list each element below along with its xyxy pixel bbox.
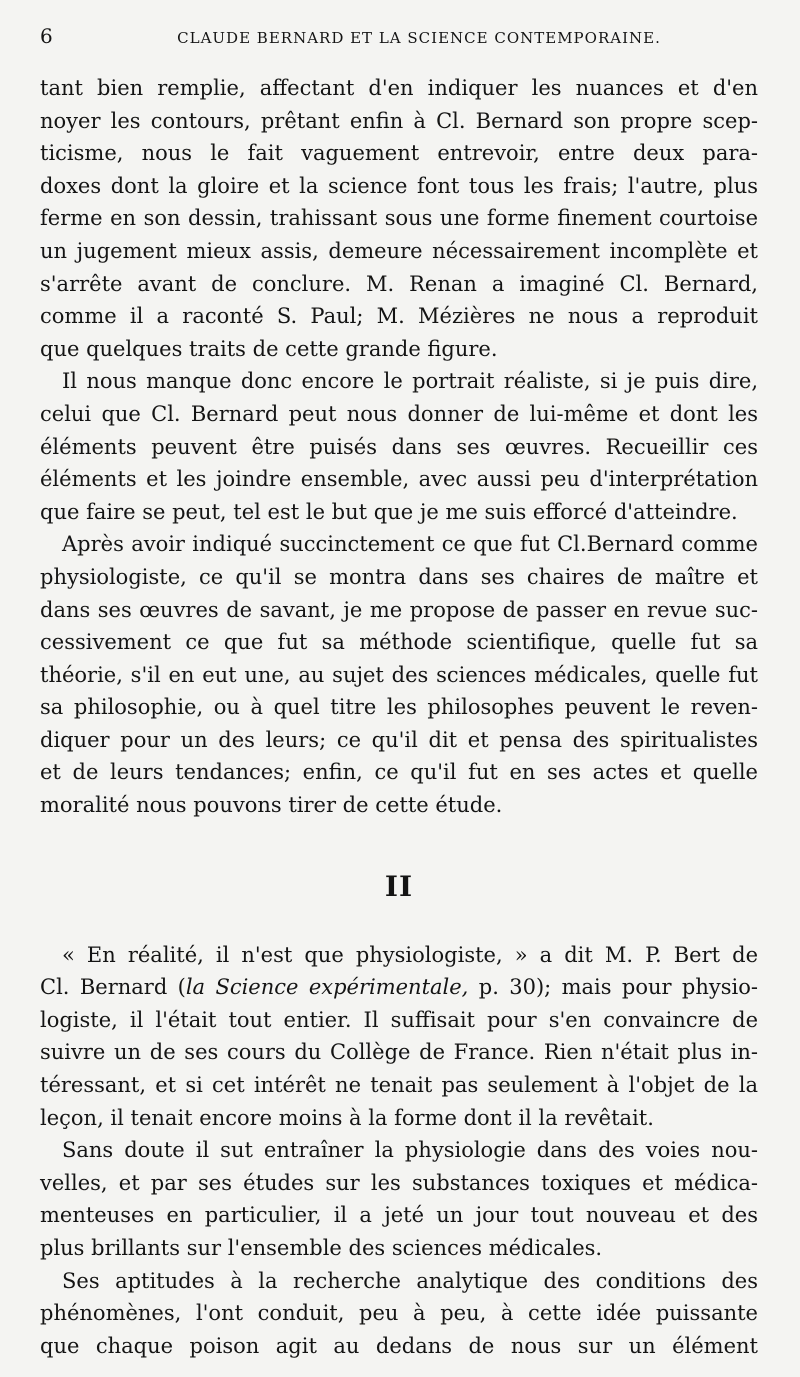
running-title: CLAUDE BERNARD ET LA SCIENCE CONTEMPORAINE.	[177, 29, 661, 47]
paragraph-portrait	[40, 365, 758, 528]
text-line: ticisme, nous le fait vaguement entrevoir, entre deux para-	[40, 141, 758, 166]
text-line: diquer pour un des leurs; ce qu'il dit et pensa des spiritualistes	[40, 727, 758, 752]
text-line: Après avoir indiqué succinctement ce que fut Cl.Bernard comme	[62, 532, 758, 557]
text-line: suivre un de ses cours du Collège de France. Rien n'était plus in-	[40, 1040, 758, 1065]
text-line: éléments et les joindre ensemble, avec aussi peu d'interprétation	[40, 467, 758, 492]
text-line: s'arrête avant de conclure. M. Renan a imaginé Cl. Bernard,	[40, 271, 758, 296]
text-line: « En réalité, il n'est que physiologiste, » a dit M. P. Bert de	[62, 942, 758, 967]
text-line: éléments peuvent être puisés dans ses œuvres. Recueillir ces	[40, 434, 758, 459]
paragraph-physiology	[40, 1134, 758, 1264]
text-line: comme il a raconté S. Paul; M. Mézières ne nous a reproduit	[40, 304, 758, 329]
paragraph-plan	[40, 528, 758, 821]
text-line: Sans doute il sut entraîner la physiologie dans des voies nou-	[62, 1138, 758, 1163]
text-line: théorie, s'il en eut une, au sujet des sciences médicales, quelle fut	[40, 662, 758, 687]
text-line: que chaque poison agit au dedans de nous sur un élément	[40, 1333, 758, 1358]
text-line: un jugement mieux assis, demeure nécessairement incomplète et	[40, 238, 758, 263]
text-line: dans ses œuvres de savant, je me propose de passer en revue suc-	[40, 597, 758, 622]
text-line: doxes dont la gloire et la science font tous les frais; l'autre, plus	[40, 173, 758, 198]
text-line: logiste, il l'était tout entier. Il suffisait pour s'en convaincre de	[40, 1007, 758, 1032]
text-line: velles, et par ses études sur les substances toxiques et médica-	[40, 1170, 758, 1195]
text-line: ferme en son dessin, trahissant sous une forme finement courtoise	[40, 206, 758, 231]
paragraph-continuation	[40, 72, 758, 365]
page-number: 6	[40, 24, 54, 48]
text-line: téressant, et si cet intérêt ne tenait pas seulement à l'objet de la	[40, 1073, 758, 1098]
text-fragment: Cl. Bernard (	[40, 975, 186, 1000]
paragraph-aptitudes	[40, 1265, 758, 1363]
text-line: phénomènes, l'ont conduit, peu à peu, à cette idée puissante	[40, 1301, 758, 1326]
running-head	[40, 24, 758, 54]
text-line: plus brillants sur l'ensemble des sciences médicales.	[40, 1236, 603, 1260]
text-line: leçon, il tenait encore moins à la forme dont il la revêtait.	[40, 1105, 654, 1130]
text-line: Il nous manque donc encore le portrait réaliste, si je puis dire,	[62, 369, 758, 394]
text-line: menteuses en particulier, il a jeté un jour tout nouveau et des	[40, 1203, 758, 1228]
text-line: tant bien remplie, affectant d'en indiquer les nuances et d'en	[40, 76, 758, 100]
section-heading: II	[384, 869, 414, 903]
book-title: la Science expérimentale,	[185, 975, 469, 1000]
text-line: noyer les contours, prêtant enfin à Cl. Bernard son propre scep-	[40, 108, 758, 133]
paragraph-quote	[40, 939, 758, 1135]
text-line: moralité nous pouvons tirer de cette étude.	[40, 793, 503, 818]
text-line: sa philosophie, ou à quel titre les philosophes peuvent le reven-	[40, 695, 758, 720]
text-line	[40, 971, 758, 1004]
text-fragment: p. 30); mais pour physio-	[468, 975, 758, 1000]
text-line: et de leurs tendances; enfin, ce qu'il fut en ses actes et quelle	[40, 760, 758, 785]
text-line: cessivement ce que fut sa méthode scientifique, quelle fut sa	[40, 630, 758, 655]
text-line: que quelques traits de cette grande figure.	[40, 336, 498, 361]
text-line: Ses aptitudes à la recherche analytique des conditions des	[62, 1268, 758, 1293]
text-line: physiologiste, ce qu'il se montra dans ses chaires de maître et	[40, 564, 758, 589]
text-line: que faire se peut, tel est le but que je me suis efforcé d'atteindre.	[40, 499, 738, 524]
text-line: celui que Cl. Bernard peut nous donner de lui-même et dont les	[40, 401, 758, 426]
